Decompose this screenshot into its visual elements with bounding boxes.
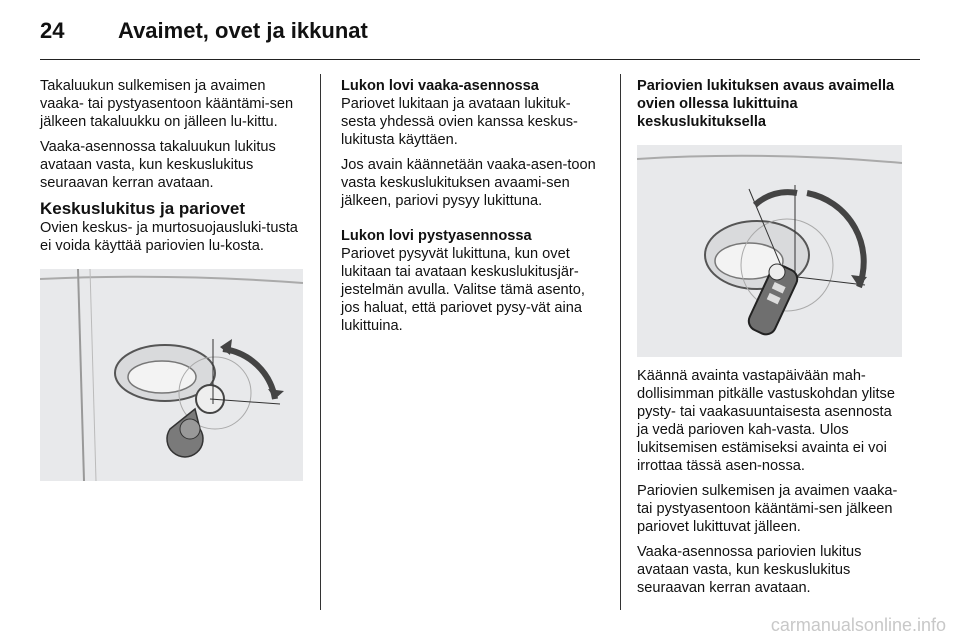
paragraph: Käännä avainta vastapäivään mah-dollisimman pitkälle vastuskohdan ylitse pysty- tai vaakasuuntaisesta asennosta ja vedä parioven kah-vasta. Ulos lukitsemisen estämiseksi avainta ei voi irrottaa tässä asen-nossa. [637, 368, 895, 474]
paragraph: Pariovet lukitaan ja avataan lukituk-sesta yhdessä ovien kanssa keskus-lukitusta käyttäen. [341, 96, 578, 148]
paragraph: Ovien keskus- ja murtosuojausluki-tusta ei voida käyttää pariovien lu-kosta. [40, 220, 298, 254]
column-left [40, 77, 305, 491]
header-rule [40, 59, 920, 60]
column-right [637, 77, 902, 604]
section-heading: Pariovien lukituksen avaus avaimella ovien ollessa lukittuina keskuslukituksella [637, 78, 895, 130]
subheading: Lukon lovi vaaka-asennossa [341, 78, 539, 94]
paragraph: Vaaka-asennossa takaluukun lukitus avataan vasta, kun keskuslukitus seuraavan kerran avataan. [40, 139, 276, 191]
key-unlock-illustration [637, 145, 902, 357]
paragraph: Takaluukun sulkemisen ja avaimen vaaka- tai pystyasentoon kääntämi-sen jälkeen takaluukku on jälleen lu-kittu. [40, 78, 294, 130]
door-lock-illustration [40, 269, 303, 481]
column-divider [620, 74, 621, 610]
column-middle [341, 77, 603, 342]
paragraph: Jos avain käännetään vaaka-asen-toon vasta keskuslukituksen avaami-sen jälkeen, pariovi pysyy lukittuna. [341, 157, 596, 209]
paragraph: Vaaka-asennossa pariovien lukitus avataan vasta, kun keskuslukitus seuraavan kerran avataan. [637, 544, 862, 596]
page-number: 24 [40, 18, 65, 43]
watermark: carmanualsonline.info [770, 615, 946, 635]
paragraph: Pariovien sulkemisen ja avaimen vaaka- tai pystyasentoon kääntämi-sen jälkeen pariovet lukittuvat jälleen. [637, 483, 898, 535]
subheading: Lukon lovi pystyasennossa [341, 228, 532, 244]
paragraph: Pariovet pysyvät lukittuna, kun ovet lukitaan tai avataan keskuslukitusjär-jestelmän avulla. Valitse tämä asento, jos haluat, että pariovet pysy-vät aina lukittuina. [341, 246, 585, 334]
page-header [40, 14, 920, 54]
section-heading: Keskuslukitus ja pariovet [40, 199, 246, 218]
column-divider [320, 74, 321, 610]
page-title: Avaimet, ovet ja ikkunat [118, 18, 368, 43]
